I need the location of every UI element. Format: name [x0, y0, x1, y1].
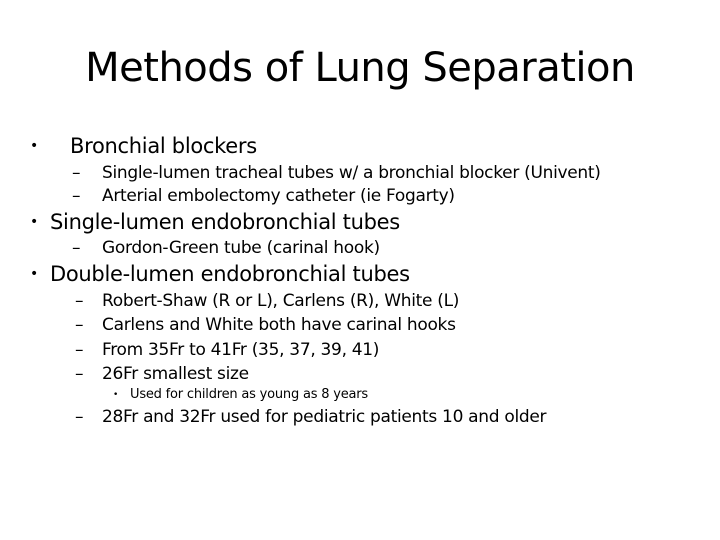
bullet-marker: • — [30, 266, 39, 282]
bullet-marker: • — [113, 390, 119, 400]
sub-item-robert-shaw: Robert-Shaw (R or L), Carlens (R), White (L) — [102, 291, 460, 311]
sub-item-univent: Single-lumen tracheal tubes w/ a bronchial blocker (Univent) — [102, 163, 601, 183]
bullet-bronchial-blockers: Bronchial blockers — [70, 134, 257, 158]
sub-item-gordon-green: Gordon-Green tube (carinal hook) — [102, 238, 380, 258]
bullet-single-lumen-endobronchial: Single-lumen endobronchial tubes — [50, 210, 400, 234]
sub-item-size-range: From 35Fr to 41Fr (35, 37, 39, 41) — [102, 340, 380, 360]
dash-marker: – — [75, 340, 84, 360]
sub-item-pediatric: 28Fr and 32Fr used for pediatric patients 10 and older — [102, 407, 547, 427]
sub-sub-item-children: Used for children as young as 8 years — [130, 387, 369, 402]
sub-item-fogarty: Arterial embolectomy catheter (ie Fogarty) — [102, 186, 455, 206]
dash-marker: – — [75, 364, 84, 384]
bullet-double-lumen: Double-lumen endobronchial tubes — [50, 262, 410, 286]
dash-marker: – — [75, 407, 84, 427]
bullet-marker: • — [30, 138, 39, 154]
dash-marker: – — [72, 238, 81, 258]
slide-title: Methods of Lung Separation — [85, 45, 635, 91]
dash-marker: – — [72, 186, 81, 206]
dash-marker: – — [75, 315, 84, 335]
dash-marker: – — [75, 291, 84, 311]
dash-marker: – — [72, 163, 81, 183]
sub-item-carinal-hooks: Carlens and White both have carinal hooks — [102, 315, 456, 335]
bullet-marker: • — [30, 214, 39, 230]
sub-item-smallest-size: 26Fr smallest size — [102, 364, 249, 384]
